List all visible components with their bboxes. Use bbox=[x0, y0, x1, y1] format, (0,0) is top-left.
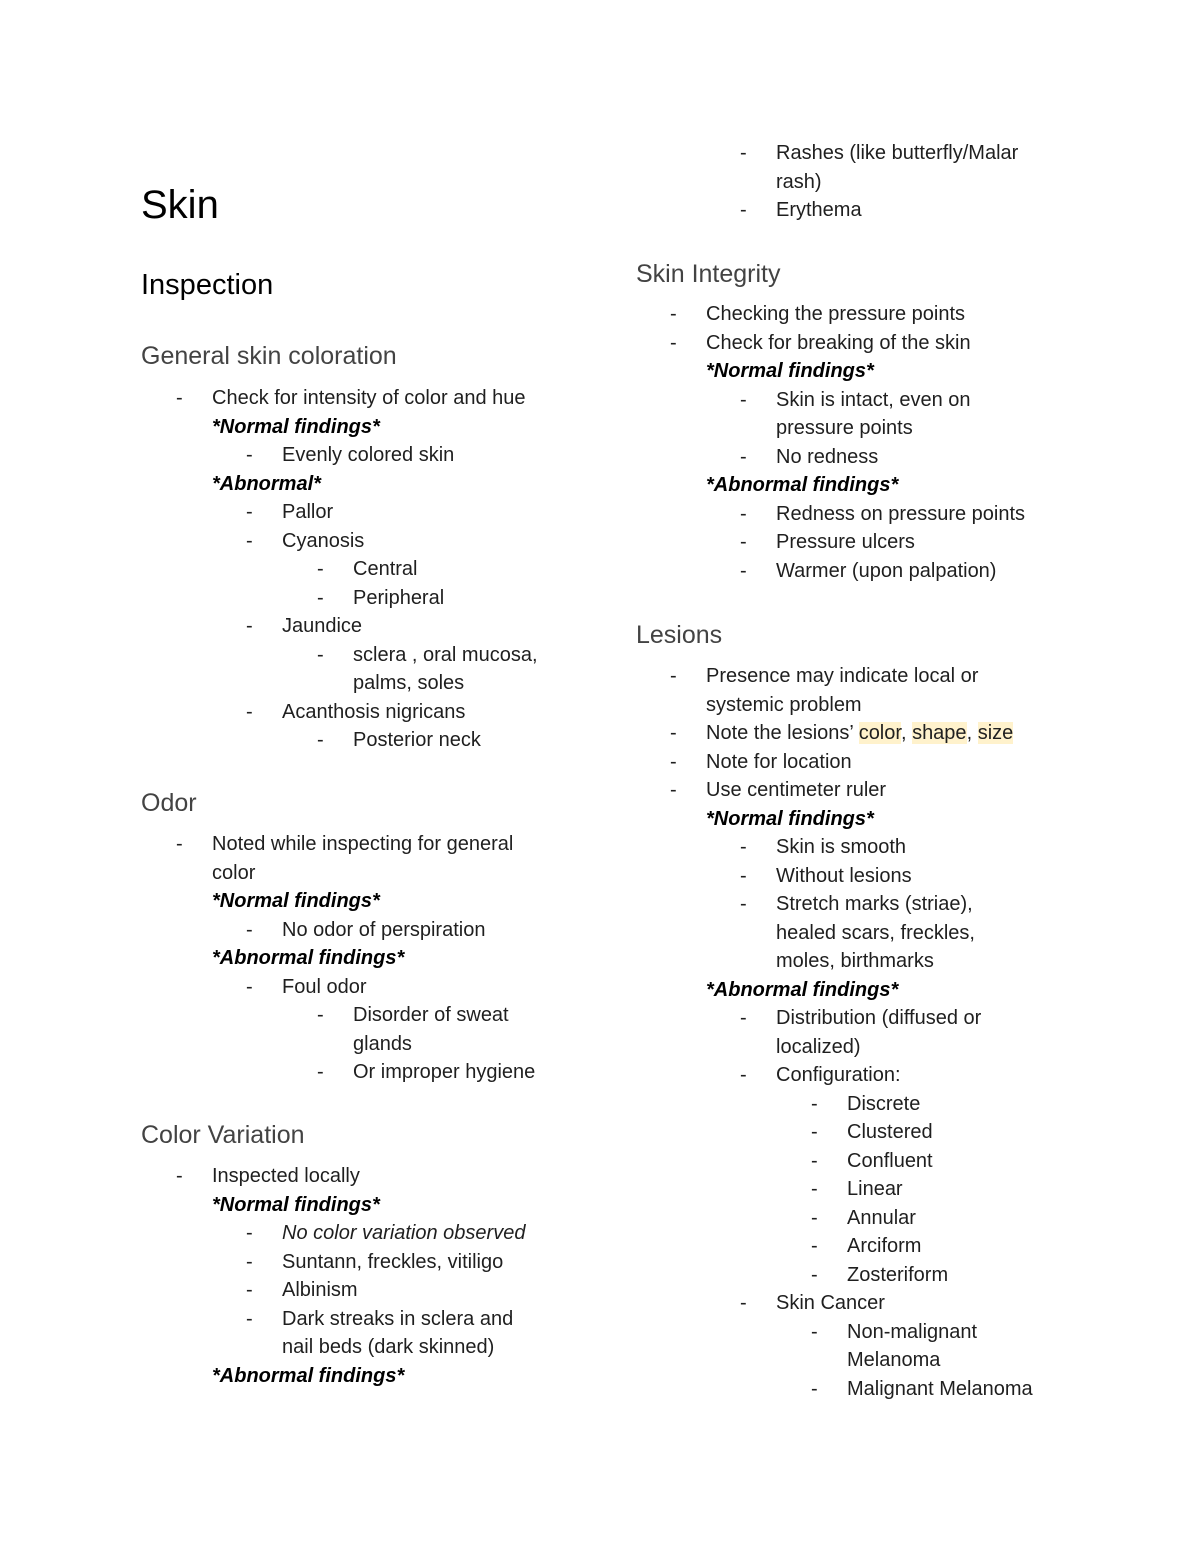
list-item: - Central bbox=[317, 558, 418, 580]
list-item: - No redness bbox=[740, 445, 879, 468]
list-item: - Check for intensity of color and hue bbox=[176, 387, 526, 409]
list-item: - No color variation observed bbox=[246, 1222, 526, 1244]
list-item: - Redness on pressure points bbox=[740, 502, 1026, 525]
list-item: - Discrete bbox=[811, 1092, 921, 1115]
list-item: - Distribution (diffused or localized) bbox=[740, 1007, 982, 1058]
normal-findings-label: *Normal findings* bbox=[706, 807, 874, 830]
list-item: - Clustered bbox=[811, 1121, 933, 1143]
general-skin-coloration-list bbox=[0, 384, 600, 755]
list-item: - Acanthosis nigricans bbox=[246, 700, 466, 723]
list-item: - Suntann, freckles, vitiligo bbox=[246, 1250, 504, 1273]
list-item: - Erythema bbox=[740, 199, 862, 221]
heading-lesions: Lesions bbox=[636, 621, 723, 649]
color-variation-list bbox=[0, 1162, 600, 1390]
abnormal-label: *Abnormal* bbox=[212, 472, 321, 495]
heading-skin-integrity: Skin Integrity bbox=[636, 260, 781, 288]
list-item: - Note the lesions’ color, shape, size bbox=[670, 722, 1014, 744]
list-item: - Noted while inspecting for general color bbox=[176, 833, 514, 884]
list-item: - Without lesions bbox=[740, 864, 912, 887]
list-item: - Posterior neck bbox=[317, 729, 481, 751]
list-item: - Annular bbox=[811, 1206, 916, 1229]
list-item: - Use centimeter ruler bbox=[670, 779, 887, 801]
list-item: - Cyanosis bbox=[246, 529, 365, 552]
list-item: - Note for location bbox=[670, 750, 852, 773]
odor-list bbox=[0, 830, 600, 1087]
list-item: - Or improper hygiene bbox=[317, 1061, 536, 1083]
list-item: - Inspected locally bbox=[176, 1165, 360, 1187]
highlight-shape: shape bbox=[912, 722, 967, 744]
list-item: - Arciform bbox=[811, 1235, 922, 1257]
list-item: - Presence may indicate local or systemic problem bbox=[670, 665, 979, 716]
list-item: - Albinism bbox=[246, 1279, 358, 1301]
abnormal-findings-label: *Abnormal findings* bbox=[212, 947, 405, 969]
list-item: - Zosteriform bbox=[811, 1263, 949, 1286]
abnormal-findings-label: *Abnormal findings* bbox=[212, 1364, 405, 1387]
list-item: - Peripheral bbox=[317, 586, 445, 609]
highlight-size: size bbox=[977, 722, 1014, 744]
list-item: - Malignant Melanoma bbox=[811, 1377, 1033, 1400]
list-item: - Dark streaks in sclera and nail beds (dark skinned) bbox=[246, 1307, 514, 1358]
list-item: - Rashes (like butterfly/Malar rash) bbox=[740, 142, 1019, 193]
list-item: - Pressure ulcers bbox=[740, 531, 915, 553]
list-item: - No odor of perspiration bbox=[246, 918, 486, 941]
heading-color-variation: Color Variation bbox=[141, 1121, 305, 1149]
list-item: - Confluent bbox=[811, 1149, 933, 1172]
list-item: - Non-malignant Melanoma bbox=[811, 1320, 978, 1371]
list-item: - Stretch marks (striae), healed scars, freckles, moles, birthmarks bbox=[740, 893, 975, 972]
list-item: - Foul odor bbox=[246, 975, 367, 998]
heading-odor: Odor bbox=[141, 789, 197, 817]
normal-findings-label: *Normal findings* bbox=[212, 890, 380, 912]
list-item: - Warmer (upon palpation) bbox=[740, 559, 997, 582]
abnormal-findings-label: *Abnormal findings* bbox=[706, 474, 899, 496]
document-title: Skin bbox=[141, 183, 219, 227]
lesions-list bbox=[600, 662, 1200, 1403]
normal-findings-label: *Normal findings* bbox=[212, 415, 380, 438]
highlight-color: color bbox=[858, 722, 901, 744]
list-item: - Linear bbox=[811, 1178, 903, 1200]
list-item: - sclera , oral mucosa, palms, soles bbox=[317, 643, 538, 694]
list-item: - Skin is smooth bbox=[740, 836, 907, 858]
abnormal-findings-label: *Abnormal findings* bbox=[706, 978, 899, 1001]
list-item: - Skin is intact, even on pressure points bbox=[740, 388, 971, 439]
skin-integrity-list bbox=[600, 300, 1200, 585]
section-heading-inspection: Inspection bbox=[141, 269, 274, 301]
list-item: - Skin Cancer bbox=[740, 1292, 885, 1314]
list-item: - Checking the pressure points bbox=[670, 303, 966, 325]
list-item: - Evenly colored skin bbox=[246, 444, 455, 466]
normal-findings-label: *Normal findings* bbox=[706, 360, 874, 382]
list-item: - Configuration: bbox=[740, 1064, 901, 1086]
list-item: - Jaundice bbox=[246, 615, 363, 637]
color-variation-continued-list bbox=[600, 139, 1200, 225]
normal-findings-label: *Normal findings* bbox=[212, 1193, 380, 1216]
heading-general-skin-coloration: General skin coloration bbox=[141, 342, 397, 370]
list-item: - Pallor bbox=[246, 501, 334, 523]
list-item: - Check for breaking of the skin bbox=[670, 331, 971, 354]
list-item: - Disorder of sweat glands bbox=[317, 1004, 509, 1055]
